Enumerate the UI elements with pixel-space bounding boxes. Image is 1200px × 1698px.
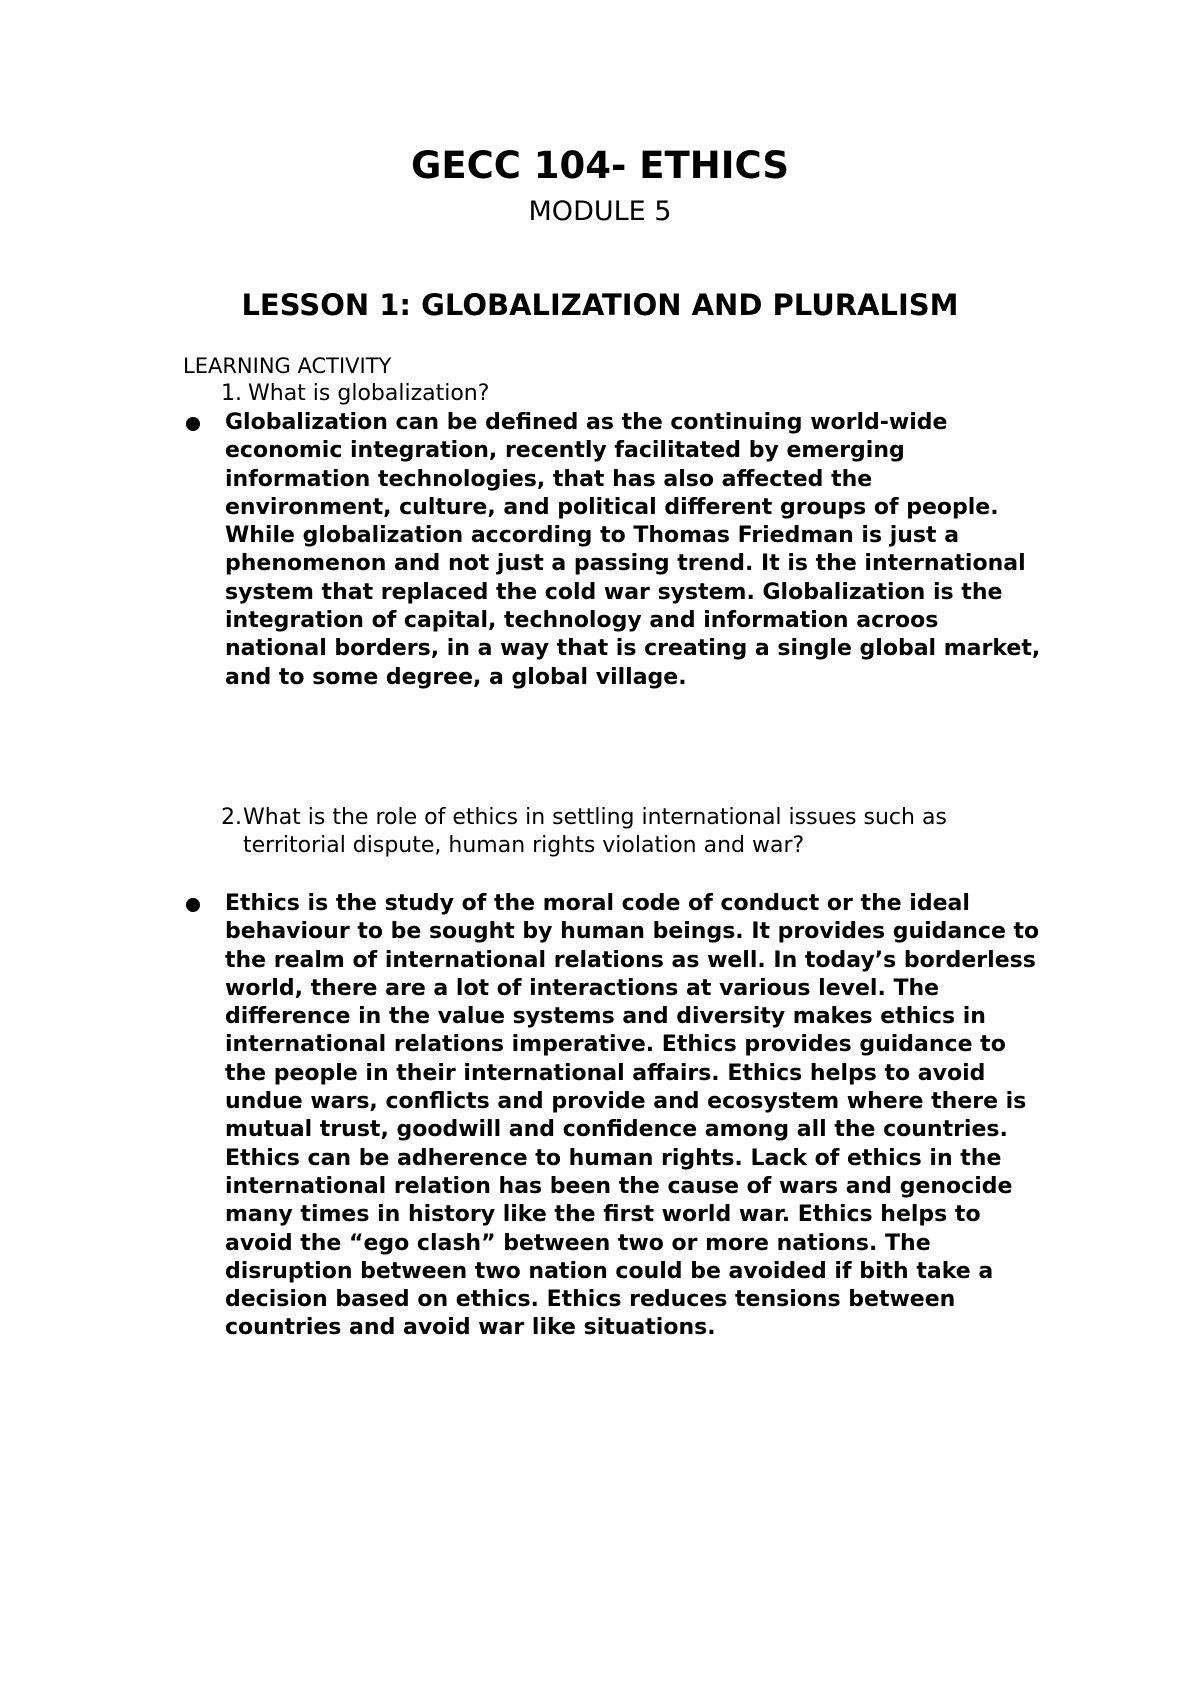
question-1 [221, 380, 1001, 408]
answer-1: Globalization can be defined as the continuing world-wide economic integration, recently facilitated by emerging information technologies, that has also affected the environment, culture, and political different groups of people. While globalization according to Thomas Friedman is just a phenomenon and not just a passing trend. It is the international system that replaced the cold war system. Globalization is the integration of capital, technology and information acroos national borders, in a way that is creating a single global market, and to some degree, a global village. [225, 410, 1041, 690]
lesson-title: LESSON 1: GLOBALIZATION AND PLURALISM [241, 288, 959, 322]
module-label: MODULE 5 [528, 196, 672, 227]
question-2 [221, 804, 1021, 860]
course-title: GECC 104- ETHICS [410, 144, 790, 187]
question-text: What is globalization? [248, 381, 490, 406]
answer-2: Ethics is the study of the moral code of conduct or the ideal behaviour to be sought by human beings. It provides guidance to the realm of international relations as well. In today’s borderless world, there are a lot of interactions at various level. The difference in the value systems and diversity makes ethics in international relations imperative. Ethics provides guidance to the people in their international affairs. Ethics helps to avoid undue wars, conflicts and provide and ecosystem where there is mutual trust, goodwill and confidence among all the countries. Ethics can be adherence to human rights. Lack of ethics in the international relation has been the cause of wars and genocide many times in history like the first world war. Ethics helps to avoid the “ego clash” between two or more nations. The disruption between two nation could be avoided if bith take a decision based on ethics. Ethics reduces tensions between countries and avoid war like situations. [225, 891, 1040, 1341]
question-number: 1. [221, 381, 242, 406]
bullet-icon [186, 898, 200, 912]
section-label: LEARNING ACTIVITY [183, 354, 392, 378]
question-number: 2. [221, 805, 242, 830]
question-text: What is the role of ethics in settling international issues such as territorial dispute, human rights violation and war? [243, 805, 947, 858]
bullet-icon [186, 417, 200, 431]
